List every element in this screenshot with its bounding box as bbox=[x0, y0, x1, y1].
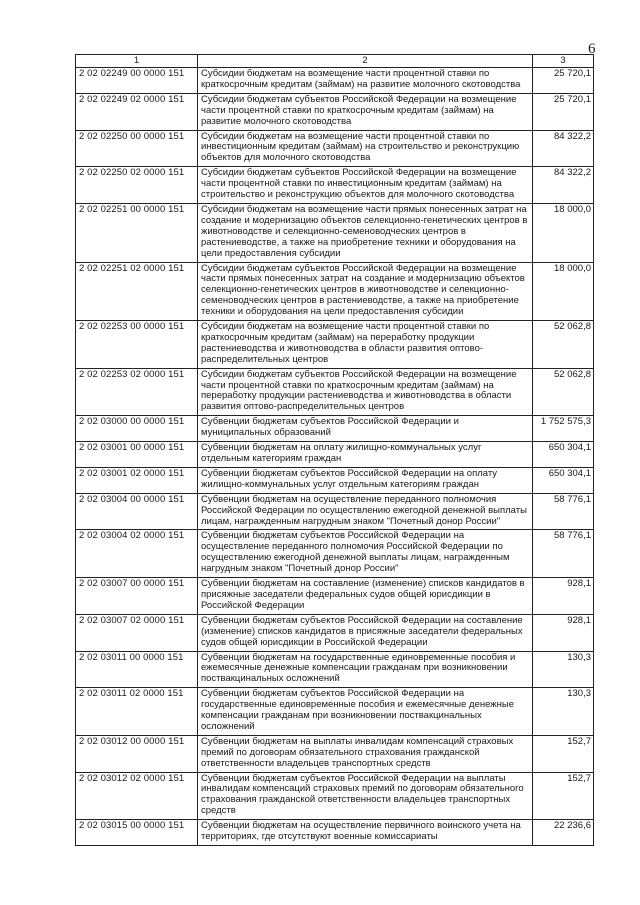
budget-code-cell: 2 02 02249 00 0000 151 bbox=[76, 68, 198, 94]
table-row bbox=[76, 130, 594, 167]
budget-code-cell: 2 02 02250 00 0000 151 bbox=[76, 130, 198, 167]
table-row bbox=[76, 203, 594, 262]
amount-cell: 18 000,0 bbox=[533, 262, 594, 321]
description-cell: Субвенции бюджетам субъектов Российской Федерации и муниципальных образований bbox=[198, 416, 533, 442]
amount-cell: 52 062,8 bbox=[533, 368, 594, 416]
budget-code-cell: 2 02 02250 02 0000 151 bbox=[76, 167, 198, 204]
description-cell: Субвенции бюджетам на оплату жилищно-коммунальных услуг отдельным категориям граждан bbox=[198, 442, 533, 468]
amount-cell: 152,7 bbox=[533, 772, 594, 820]
table-row bbox=[76, 416, 594, 442]
description-cell: Субвенции бюджетам субъектов Российской Федерации на оплату жилищно-коммунальных услуг отдельным категориям граждан bbox=[198, 467, 533, 493]
description-cell: Субсидии бюджетам на возмещение части процентной ставки по краткосрочным кредитам (займам) на переработку продукции растениеводства и животноводства в области развития оптово-распределительных центров bbox=[198, 321, 533, 369]
amount-cell: 650 304,1 bbox=[533, 442, 594, 468]
table-row bbox=[76, 167, 594, 204]
description-cell: Субвенции бюджетам на составление (изменение) списков кандидатов в присяжные заседатели федеральных судов общей юрисдикции в Российской Федерации bbox=[198, 578, 533, 615]
description-cell: Субсидии бюджетам субъектов Российской Федерации на возмещение части прямых понесенных затрат на создание и модернизацию объектов селекционно-генетических центров в животноводстве и селекционно-семеноводческих центров в растениеводстве, а также на приобретение техники и оборудования на цели предоставления субсидии bbox=[198, 262, 533, 321]
description-cell: Субвенции бюджетам на осуществление первичного воинского учета на территориях, где отсутствуют военные комиссариаты bbox=[198, 820, 533, 846]
amount-cell: 58 776,1 bbox=[533, 530, 594, 578]
amount-cell: 152,7 bbox=[533, 735, 594, 772]
description-cell: Субсидии бюджетам на возмещение части процентной ставки по краткосрочным кредитам (займам) на развитие молочного скотоводства bbox=[198, 68, 533, 94]
table-row bbox=[76, 68, 594, 94]
budget-code-cell: 2 02 02253 00 0000 151 bbox=[76, 321, 198, 369]
description-cell: Субвенции бюджетам субъектов Российской Федерации на составление (изменение) списков кандидатов в присяжные заседатели федеральных судов общей юрисдикции в Российской Федерации bbox=[198, 614, 533, 651]
table-row bbox=[76, 493, 594, 530]
budget-code-cell: 2 02 02253 02 0000 151 bbox=[76, 368, 198, 416]
amount-cell: 58 776,1 bbox=[533, 493, 594, 530]
description-cell: Субсидии бюджетам субъектов Российской Федерации на возмещение части процентной ставки по краткосрочным кредитам (займам) на развитие молочного скотоводства bbox=[198, 93, 533, 130]
amount-cell: 84 322,2 bbox=[533, 167, 594, 204]
amount-cell: 130,3 bbox=[533, 688, 594, 736]
description-cell: Субвенции бюджетам субъектов Российской Федерации на государственные единовременные пособия и ежемесячные денежные компенсации гражданам при возникновении поствакцинальных осложнений bbox=[198, 688, 533, 736]
amount-cell: 22 236,6 bbox=[533, 820, 594, 846]
column-header-amount: 3 bbox=[533, 55, 594, 68]
budget-code-cell: 2 02 03012 02 0000 151 bbox=[76, 772, 198, 820]
amount-cell: 928,1 bbox=[533, 614, 594, 651]
budget-code-cell: 2 02 03001 00 0000 151 bbox=[76, 442, 198, 468]
page-number: 6 bbox=[588, 41, 596, 57]
column-header-code: 1 bbox=[76, 55, 198, 68]
table-row bbox=[76, 688, 594, 736]
table-row bbox=[76, 820, 594, 846]
description-cell: Субвенции бюджетам на выплаты инвалидам компенсаций страховых премий по договорам обязательного страхования гражданской ответственности владельцев транспортных средств bbox=[198, 735, 533, 772]
description-cell: Субвенции бюджетам субъектов Российской Федерации на осуществление переданного полномочия Российской Федерации по осуществлению ежегодной денежной выплаты лицам, награжденным нагрудным знаком "Почетный донор России" bbox=[198, 530, 533, 578]
budget-code-cell: 2 02 03000 00 0000 151 bbox=[76, 416, 198, 442]
amount-cell: 52 062,8 bbox=[533, 321, 594, 369]
table-row bbox=[76, 93, 594, 130]
description-cell: Субсидии бюджетам на возмещение части процентной ставки по инвестиционным кредитам (займам) на строительство и реконструкцию объектов для молочного скотоводства bbox=[198, 130, 533, 167]
budget-code-cell: 2 02 02251 00 0000 151 bbox=[76, 203, 198, 262]
budget-code-cell: 2 02 03004 00 0000 151 bbox=[76, 493, 198, 530]
amount-cell: 650 304,1 bbox=[533, 467, 594, 493]
amount-cell: 25 720,1 bbox=[533, 93, 594, 130]
table-row bbox=[76, 368, 594, 416]
table-row bbox=[76, 772, 594, 820]
budget-code-cell: 2 02 03012 00 0000 151 bbox=[76, 735, 198, 772]
table-row bbox=[76, 735, 594, 772]
table-row bbox=[76, 578, 594, 615]
table-row bbox=[76, 262, 594, 321]
budget-code-cell: 2 02 03011 00 0000 151 bbox=[76, 651, 198, 688]
table-body bbox=[76, 68, 594, 846]
description-cell: Субвенции бюджетам на государственные единовременные пособия и ежемесячные денежные компенсации гражданам при возникновении поствакцинальных осложнений bbox=[198, 651, 533, 688]
amount-cell: 18 000,0 bbox=[533, 203, 594, 262]
description-cell: Субсидии бюджетам субъектов Российской Федерации на возмещение части процентной ставки по инвестиционным кредитам (займам) на строительство и реконструкцию объектов для молочного скотоводства bbox=[198, 167, 533, 204]
budget-code-cell: 2 02 03011 02 0000 151 bbox=[76, 688, 198, 736]
table-row bbox=[76, 321, 594, 369]
budget-code-cell: 2 02 03007 02 0000 151 bbox=[76, 614, 198, 651]
budget-code-cell: 2 02 03004 02 0000 151 bbox=[76, 530, 198, 578]
description-cell: Субвенции бюджетам на осуществление переданного полномочия Российской Федерации по осуществлению ежегодной денежной выплаты лицам, награжденным нагрудным знаком "Почетный донор России" bbox=[198, 493, 533, 530]
budget-code-cell: 2 02 03001 02 0000 151 bbox=[76, 467, 198, 493]
header-row bbox=[76, 55, 594, 68]
table-row bbox=[76, 530, 594, 578]
table-row bbox=[76, 442, 594, 468]
budget-code-cell: 2 02 02251 02 0000 151 bbox=[76, 262, 198, 321]
amount-cell: 25 720,1 bbox=[533, 68, 594, 94]
description-cell: Субсидии бюджетам на возмещение части прямых понесенных затрат на создание и модернизацию объектов селекционно-генетических центров в животноводстве и селекционно-семеноводческих центров в растениеводстве, а также на приобретение техники и оборудования на цели предоставления субсидии bbox=[198, 203, 533, 262]
table-row bbox=[76, 651, 594, 688]
amount-cell: 928,1 bbox=[533, 578, 594, 615]
budget-table bbox=[75, 54, 594, 846]
budget-code-cell: 2 02 03015 00 0000 151 bbox=[76, 820, 198, 846]
description-cell: Субсидии бюджетам субъектов Российской Федерации на возмещение части процентной ставки по краткосрочным кредитам (займам) на переработку продукции растениеводства и животноводства в области развития оптово-распределительных центров bbox=[198, 368, 533, 416]
table-row bbox=[76, 614, 594, 651]
amount-cell: 130,3 bbox=[533, 651, 594, 688]
budget-code-cell: 2 02 02249 02 0000 151 bbox=[76, 93, 198, 130]
amount-cell: 84 322,2 bbox=[533, 130, 594, 167]
description-cell: Субвенции бюджетам субъектов Российской Федерации на выплаты инвалидам компенсаций страховых премий по договорам обязательного страхования гражданской ответственности владельцев транспортных средств bbox=[198, 772, 533, 820]
budget-code-cell: 2 02 03007 00 0000 151 bbox=[76, 578, 198, 615]
table-row bbox=[76, 467, 594, 493]
column-header-description: 2 bbox=[198, 55, 533, 68]
amount-cell: 1 752 575,3 bbox=[533, 416, 594, 442]
table-header bbox=[76, 55, 594, 68]
